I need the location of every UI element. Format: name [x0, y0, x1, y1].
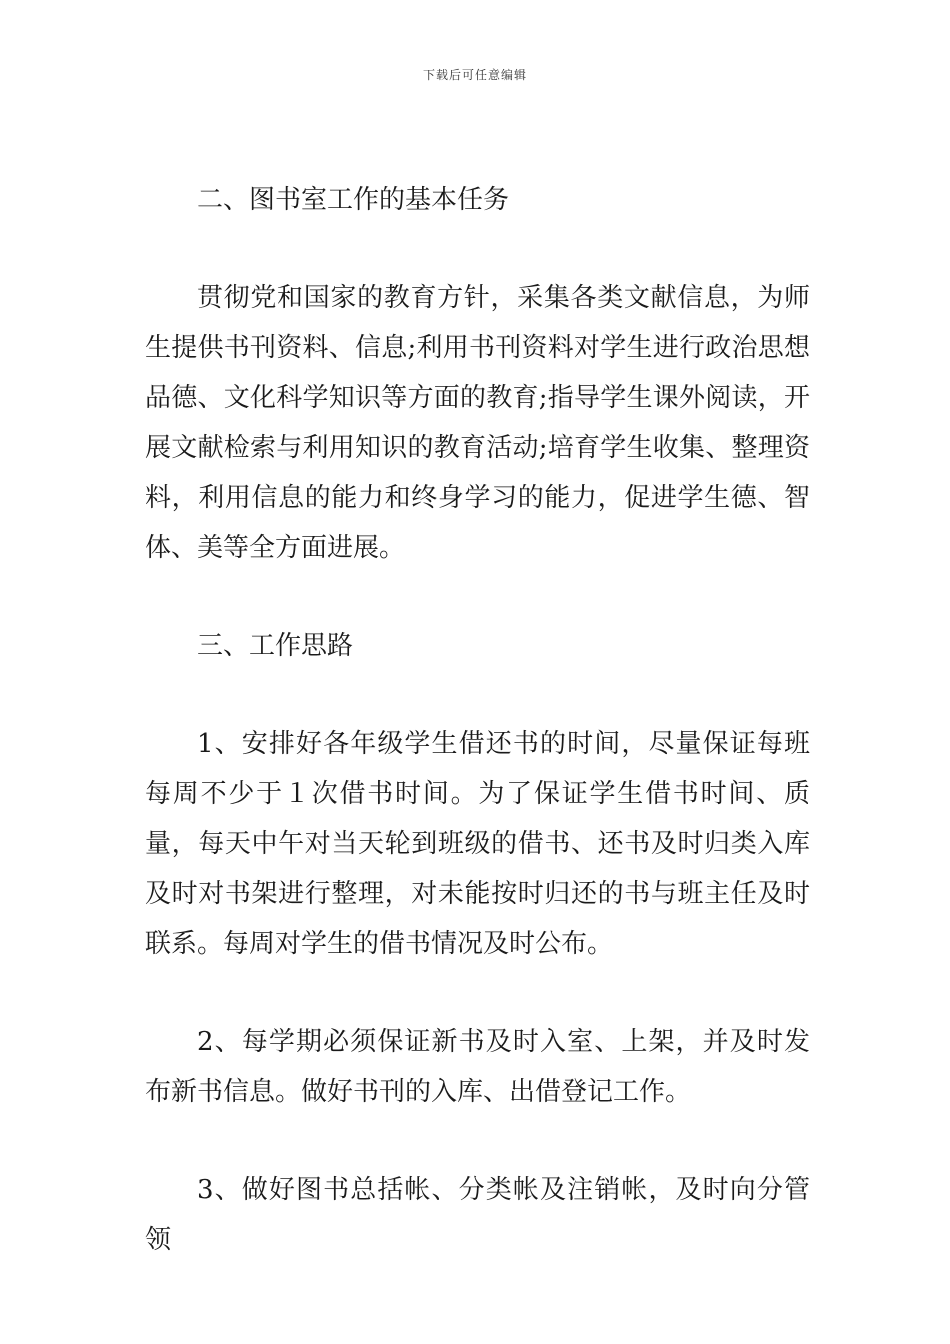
document-body [145, 175, 810, 1265]
header-note: 下载后可任意编辑 [422, 68, 527, 82]
section-heading-basic-tasks: 二、图书室工作的基本任务 [197, 185, 510, 215]
list-item-2: 2、每学期必须保证新书及时入室、上架，并及时发布新书信息。做好书刊的入库、出借登记工作。 [145, 1027, 810, 1107]
list-item-3: 3、做好图书总括帐、分类帐及注销帐，及时向分管领 [145, 1175, 810, 1255]
paragraph-basic-tasks: 贯彻党和国家的教育方针，采集各类文献信息，为师生提供书刊资料、信息;利用书刊资料对学生进行政治思想品德、文化科学知识等方面的教育;指导学生课外阅读，开展文献检索与利用知识的教育活动;培育学生收集、整理资料，利用信息的能力和终身学习的能力，促进学生德、智体、美等全方面进展。 [145, 283, 810, 563]
list-item-1: 1、安排好各年级学生借还书的时间，尽量保证每班每周不少于１次借书时间。为了保证学生借书时间、质量，每天中午对当天轮到班级的借书、还书及时归类入库及时对书架进行整理，对未能按时归还的书与班主任及时联系。每周对学生的借书情况及时公布。 [145, 729, 810, 959]
section-heading-work-approach: 三、工作思路 [197, 631, 354, 661]
